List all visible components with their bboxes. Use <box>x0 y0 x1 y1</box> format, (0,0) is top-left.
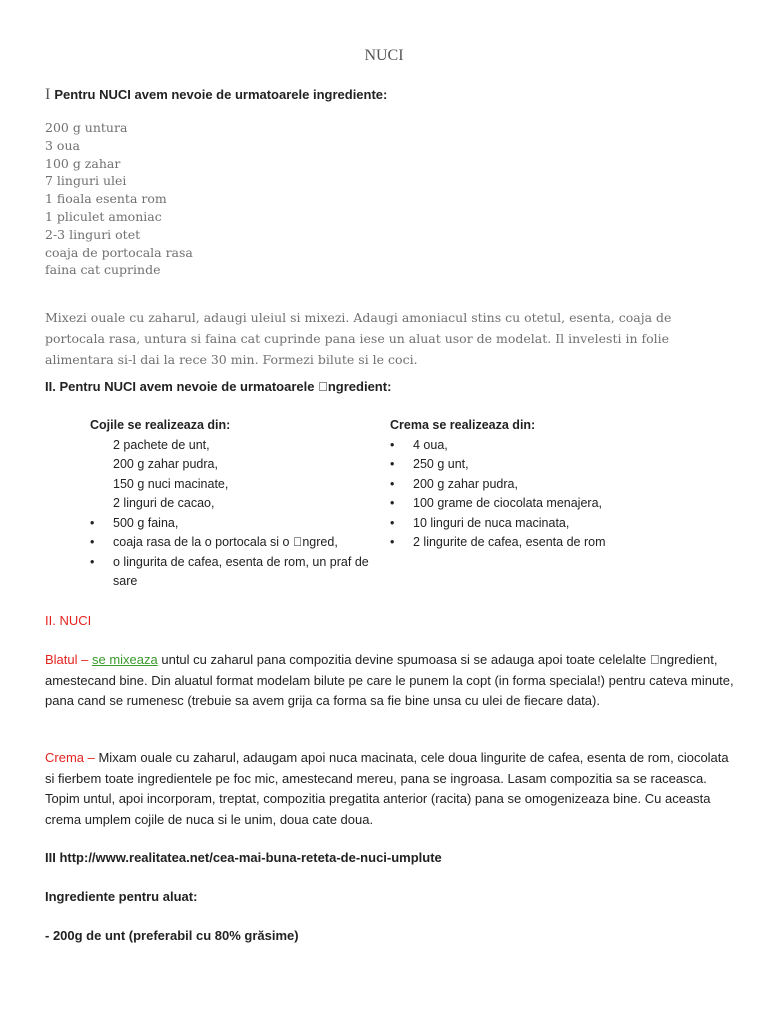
crema-text: Mixam ouale cu zaharul, adaugam apoi nuca macinata, cele doua lingurite de cafea, esenta de rom, ciocolata si fierbem toate ingredientele pe foc mic, amestecand mereu, pana se ingroasa. Lasam compozitia sa se raceasca. Topim untul, apoi incorporam, treptat, compozitia pregatita anterior (racita) pana se omogenizeaza bine. Cu aceasta crema umplem cojile de nuca si le unim, doua cate doua. <box>45 750 729 827</box>
list-item: 2 linguri de cacao, <box>113 496 215 510</box>
page-title: NUCI <box>364 47 404 64</box>
section2-heading: II. Pentru NUCI avem nevoie de urmatoarele  ngredient: <box>45 379 392 394</box>
section3-heading: II. NUCI <box>45 613 92 628</box>
cream-header: Crema se realizeaza din: <box>390 418 536 432</box>
blatul-text: untul cu zaharul pana compozitia devine spumoasa si se adauga apoi toate celelalte  ngredient, amestecand bine. Din aluatul format modelam bilute pe care le punem la copt (in forma speciala!) pentru cateva minute, pana cand se rumenesc (trebuie sa avem grija ca forma sa fie bine unsa cu ulei de fiecare data). <box>45 652 734 708</box>
blatul-label: Blatul – <box>45 652 89 667</box>
ingredient-item: 100 g zahar <box>45 155 121 171</box>
list-item: • 4 oua, <box>390 436 730 456</box>
ingredient-list <box>45 119 193 279</box>
roman-numeral: I <box>45 86 51 103</box>
se-mixeaza-link[interactable]: se mixeaza <box>92 652 158 667</box>
list-item: 2 pachete de unt, <box>113 437 210 452</box>
ingredient-item: 1 fioala esenta rom <box>45 191 167 207</box>
crema-paragraph <box>45 748 735 830</box>
shells-column <box>90 416 380 592</box>
shells-list <box>90 436 380 592</box>
list-item: • 250 g unt, <box>390 455 730 475</box>
section4-first-item: - 200g de unt (preferabil cu 80% grăsime) <box>45 928 299 943</box>
blatul-paragraph <box>45 650 735 712</box>
ingredient-item: 7 linguri ulei <box>45 173 127 189</box>
list-item: • 10 linguri de nuca macinata, <box>390 514 730 534</box>
section1-heading: Pentru NUCI avem nevoie de urmatoarele ingrediente: <box>54 87 388 102</box>
ingredient-item: 2-3 linguri otet <box>45 226 141 242</box>
cream-column <box>390 416 730 553</box>
ingredient-item: 1 pliculet amoniac <box>45 208 162 224</box>
shells-header: Cojile se realizeaza din: <box>90 418 231 432</box>
list-item: • 2 lingurite de cafea, esenta de rom <box>390 533 730 553</box>
list-item: • 100 grame de ciocolata menajera, <box>390 494 730 514</box>
list-item: • 500 g faina, <box>90 514 380 534</box>
ingredient-item: faina cat cuprinde <box>45 262 161 278</box>
list-item: • coaja rasa de la o portocala si o  ngred, <box>90 533 380 553</box>
list-item: • 200 g zahar pudra, <box>390 475 730 495</box>
cream-list <box>390 436 730 553</box>
section4-heading: III http://www.realitatea.net/cea-mai-buna-reteta-de-nuci-umplute <box>45 850 442 865</box>
crema-label: Crema – <box>45 750 95 765</box>
list-item: • o lingurita de cafea, esenta de rom, un praf de sare <box>90 553 380 592</box>
list-item: 200 g zahar pudra, <box>113 457 218 471</box>
ingredient-item: coaja de portocala rasa <box>45 244 193 260</box>
ingredient-item: 3 oua <box>45 137 80 153</box>
section1-paragraph: Mixezi ouale cu zaharul, adaugi uleiul si mixezi. Adaugi amoniacul stins cu otetul, esenta, coaja de portocala rasa, untura si faina cat cuprinde pana iese un aluat usor de modelat. Il invelesti in folie alimentara si-l dai la rece 30 min. Formezi bilute si le coci. <box>45 310 672 367</box>
section4-subheading: Ingrediente pentru aluat: <box>45 889 198 904</box>
list-item: 150 g nuci macinate, <box>113 476 229 491</box>
section1-heading-line <box>45 86 387 104</box>
ingredient-item: 200 g untura <box>45 120 128 135</box>
